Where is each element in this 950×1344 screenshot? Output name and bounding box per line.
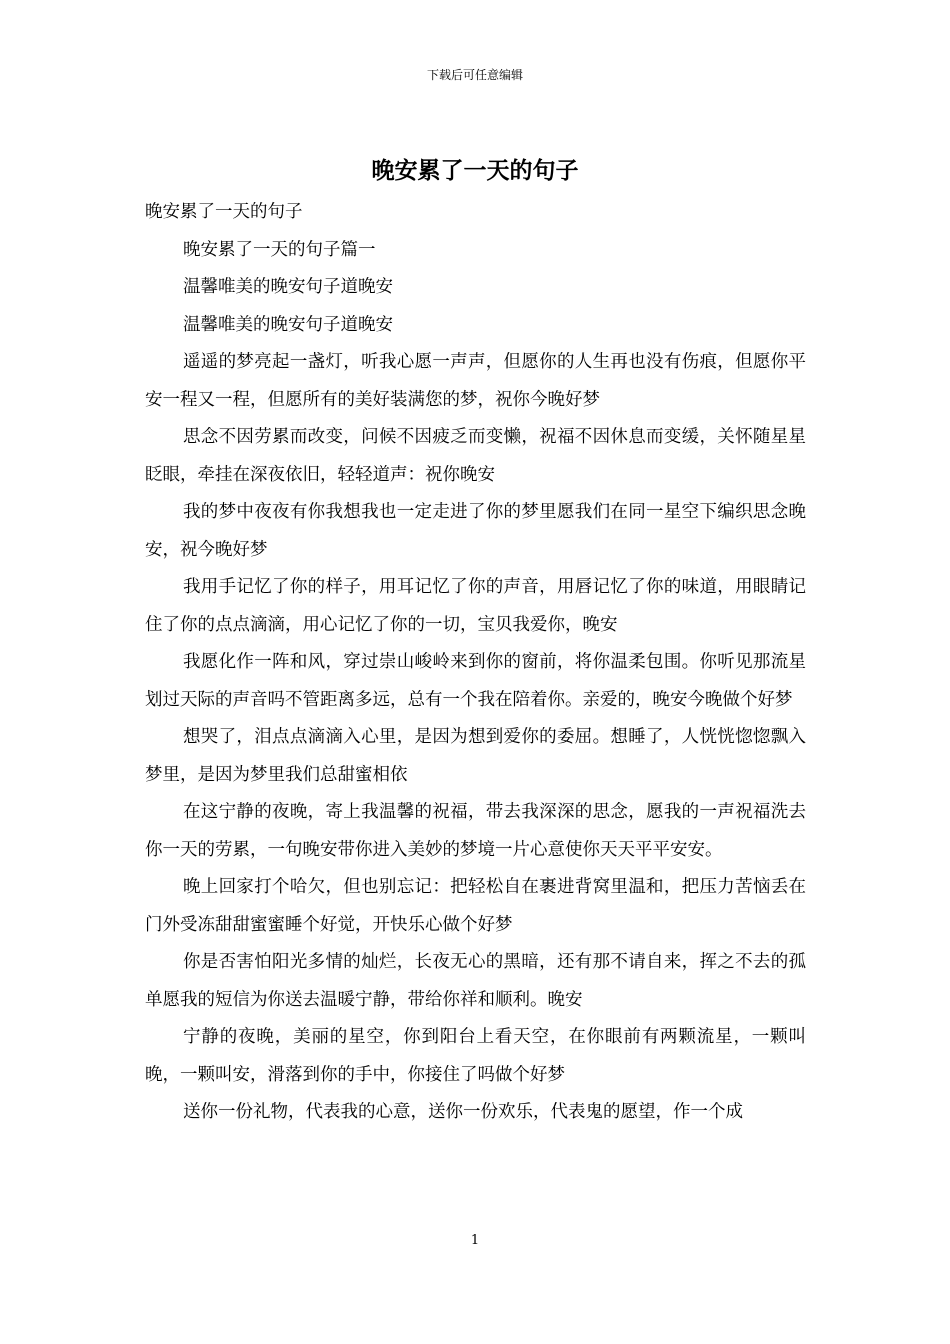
paragraph: 送你一份礼物，代表我的心意，送你一份欢乐，代表鬼的愿望，作一个成 bbox=[183, 1102, 743, 1122]
paragraph: 遥遥的梦亮起一盏灯，听我心愿一声声，但愿你的人生再也没有伤痕，但愿你平安一程又一程，但愿所有的美好装满您的梦，祝你今晚好梦 bbox=[145, 352, 806, 410]
paragraph: 晚安累了一天的句子篇一 bbox=[183, 239, 376, 260]
paragraph: 温馨唯美的晚安句子道晚安 bbox=[183, 314, 393, 335]
paragraph: 晚安累了一天的句子 bbox=[145, 202, 303, 222]
paragraph: 思念不因劳累而改变，问候不因疲乏而变懒，祝福不因休息而变缓，关怀随星星眨眼，牵挂在深夜依旧，轻轻道声：祝你晚安 bbox=[145, 427, 806, 485]
document-title: 晚安累了一天的句子 bbox=[371, 157, 579, 184]
paragraph: 我的梦中夜夜有你我想我也一定走进了你的梦里愿我们在同一星空下编织思念晚安，祝今晚好梦 bbox=[145, 502, 806, 560]
paragraph: 晚上回家打个哈欠，但也别忘记：把轻松自在裹进背窝里温和，把压力苦恼丢在门外受冻甜甜蜜蜜睡个好觉，开快乐心做个好梦 bbox=[145, 877, 806, 935]
paragraph: 我愿化作一阵和风，穿过崇山峻岭来到你的窗前，将你温柔包围。你听见那流星划过天际的声音吗不管距离多远，总有一个我在陪着你。亲爱的，晚安今晚做个好梦 bbox=[145, 652, 806, 710]
page-number: 1 bbox=[470, 1233, 480, 1248]
paragraph: 我用手记忆了你的样子，用耳记忆了你的声音，用唇记忆了你的味道，用眼睛记住了你的点点滴滴，用心记忆了你的一切，宝贝我爱你，晚安 bbox=[145, 577, 806, 635]
paragraph: 温馨唯美的晚安句子道晚安 bbox=[183, 277, 393, 297]
paragraph: 想哭了，泪点点滴滴入心里，是因为想到爱你的委屈。想睡了，人恍恍惚惚飘入梦里，是因为梦里我们总甜蜜相依 bbox=[145, 727, 806, 785]
paragraph: 在这宁静的夜晚，寄上我温馨的祝福，带去我深深的思念，愿我的一声祝福洗去你一天的劳累，一句晚安带你进入美妙的梦境一片心意使你天天平平安安。 bbox=[145, 802, 806, 860]
paragraph: 你是否害怕阳光多情的灿烂，长夜无心的黑暗，还有那不请自来，挥之不去的孤单愿我的短信为你送去温暖宁静，带给你祥和顺利。晚安 bbox=[145, 952, 806, 1010]
header-note: 下载后可任意编辑 bbox=[426, 68, 523, 82]
paragraph: 宁静的夜晚，美丽的星空，你到阳台上看天空，在你眼前有两颗流星，一颗叫晚，一颗叫安，滑落到你的手中，你接住了吗做个好梦 bbox=[145, 1027, 806, 1085]
document-body bbox=[145, 194, 806, 1132]
